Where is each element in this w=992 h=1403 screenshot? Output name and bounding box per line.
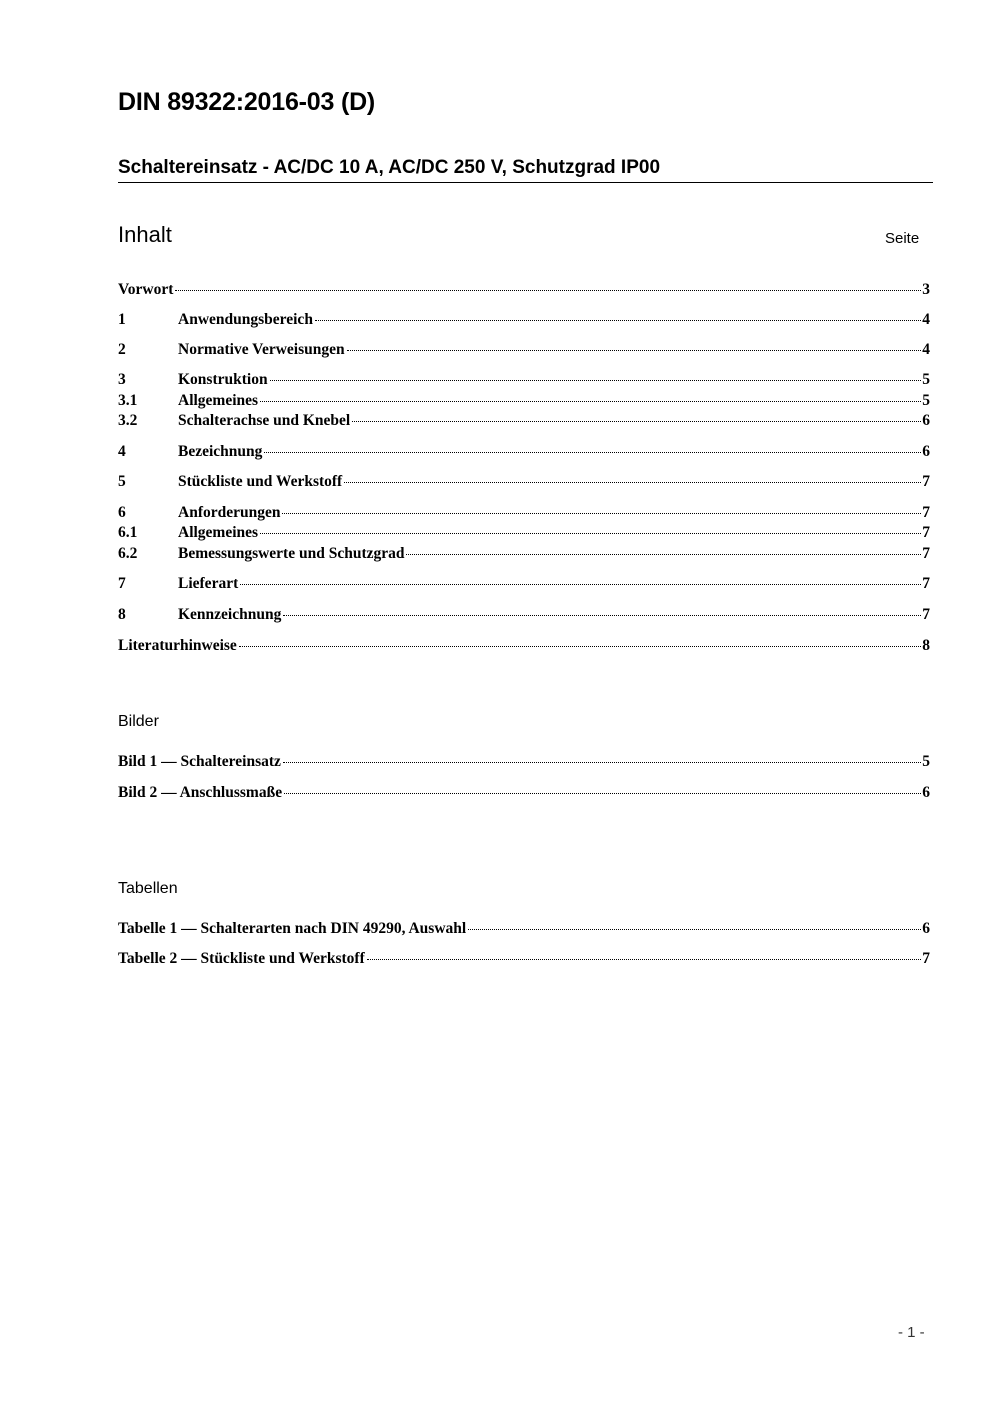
table-entry-page: 6 [922,920,930,937]
toc-entry-number: 3 [118,371,126,388]
toc-entry-title: Allgemeines [178,524,259,541]
toc-entry-page: 8 [922,637,930,654]
dot-leader [468,929,921,930]
toc-entry-1[interactable] [118,310,930,330]
toc-entry-page: 7 [922,606,930,623]
toc-entry-title: Literaturhinweise [118,637,237,654]
toc-entry-8[interactable] [118,605,930,625]
toc-entry-title: Normative Verweisungen [178,341,345,358]
dot-leader [284,793,921,794]
toc-entry-vorwort[interactable] [118,280,930,300]
toc-entry-title: Konstruktion [178,371,268,388]
table-entry-title: Tabelle 2 — Stückliste und Werkstoff [118,950,365,967]
figure-entry-page: 5 [922,753,930,770]
toc-entry-page: 7 [922,545,930,562]
toc-entry-page: 7 [922,524,930,541]
toc-entry-number: 4 [118,443,126,460]
toc-entry-title: Kennzeichnung [178,606,282,623]
toc-entry-number: 6.1 [118,524,138,541]
dot-leader [283,762,921,763]
toc-entry-title: Bemessungswerte und Schutzgrad [178,545,405,562]
dot-leader [240,584,921,585]
table-entry-2[interactable] [118,949,930,969]
toc-entry-page: 3 [922,281,930,298]
figure-entry-page: 6 [922,784,930,801]
document-title: DIN 89322:2016-03 (D) [118,88,376,116]
toc-entry-page: 6 [922,443,930,460]
toc-entry-number: 7 [118,575,126,592]
toc-entry-number: 2 [118,341,126,358]
toc-entry-title: Allgemeines [178,392,259,409]
figure-entry-1[interactable] [118,752,930,772]
toc-entry-title: Bezeichnung [178,443,263,460]
dot-leader [367,959,922,960]
toc-entry-number: 6 [118,504,126,521]
toc-entry-title: Schalterachse und Knebel [178,412,351,429]
toc-entry-4[interactable] [118,442,930,462]
toc-entry-title: Anwendungsbereich [178,311,313,328]
toc-entry-page: 4 [922,311,930,328]
toc-entry-number: 6.2 [118,545,138,562]
toc-entry-number: 3.1 [118,392,138,409]
page-column-label: Seite [885,230,920,247]
toc-entry-6-2[interactable] [118,544,930,564]
dot-leader [352,421,921,422]
figure-entry-title: Bild 2 — Anschlussmaße [118,784,283,801]
toc-entry-literaturhinweise[interactable] [118,636,930,656]
toc-entry-6[interactable] [118,503,930,523]
dot-leader [239,646,921,647]
dot-leader [283,615,921,616]
figures-heading: Bilder [118,713,159,730]
page-number: - 1 - [898,1324,925,1341]
dot-leader [347,350,922,351]
toc-entry-2[interactable] [118,340,930,360]
toc-entry-page: 5 [922,371,930,388]
toc-entry-number: 5 [118,473,126,490]
toc-entry-title: Vorwort [118,281,174,298]
dot-leader [406,554,921,555]
toc-entry-page: 4 [922,341,930,358]
dot-leader [315,320,921,321]
toc-entry-number: 3.2 [118,412,138,429]
table-entry-title: Tabelle 1 — Schalterarten nach DIN 49290, Auswahl [118,920,467,937]
toc-entry-page: 7 [922,504,930,521]
subtitle-rule [118,182,933,183]
toc-entry-title: Stückliste und Werkstoff [178,473,343,490]
figure-entry-2[interactable] [118,783,930,803]
table-entry-page: 7 [922,950,930,967]
dot-leader [282,513,921,514]
toc-entry-title: Anforderungen [178,504,281,521]
tables-heading: Tabellen [118,880,178,897]
dot-leader [270,380,922,381]
figure-entry-title: Bild 1 — Schaltereinsatz [118,753,281,770]
toc-entry-3-1[interactable] [118,391,930,411]
dot-leader [264,452,921,453]
dot-leader [260,401,921,402]
toc-entry-title: Lieferart [178,575,239,592]
toc-entry-page: 6 [922,412,930,429]
dot-leader [260,533,921,534]
dot-leader [175,290,921,291]
toc-entry-page: 5 [922,392,930,409]
dot-leader [344,482,921,483]
toc-entry-6-1[interactable] [118,523,930,543]
toc-entry-page: 7 [922,473,930,490]
toc-entry-7[interactable] [118,574,930,594]
toc-heading: Inhalt [118,222,172,247]
toc-entry-3[interactable] [118,370,930,390]
table-entry-1[interactable] [118,919,930,939]
document-subtitle: Schaltereinsatz - AC/DC 10 A, AC/DC 250 V, Schutzgrad IP00 [118,157,661,178]
toc-entry-number: 1 [118,311,126,328]
toc-entry-5[interactable] [118,472,930,492]
toc-entry-3-2[interactable] [118,411,930,431]
toc-entry-number: 8 [118,606,126,623]
toc-entry-page: 7 [922,575,930,592]
